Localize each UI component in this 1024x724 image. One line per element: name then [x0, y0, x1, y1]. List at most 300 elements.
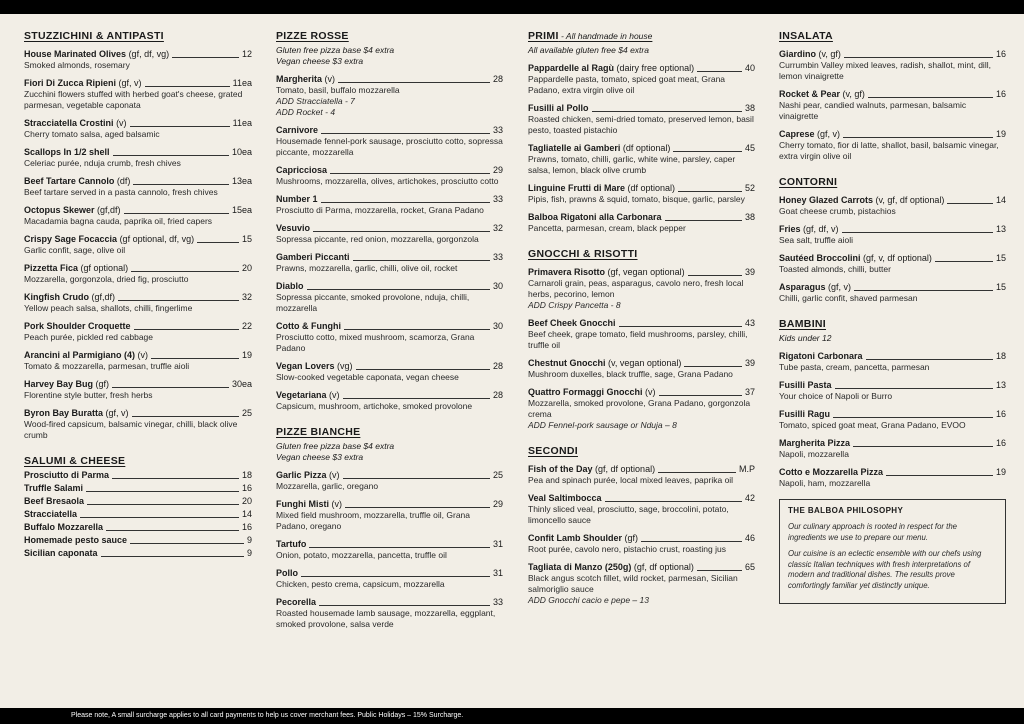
menu-item-price: 39 — [744, 267, 755, 277]
leader-line — [935, 261, 993, 262]
menu-item-name-group — [24, 548, 98, 559]
menu-item — [24, 408, 252, 441]
section-title — [528, 248, 755, 260]
menu-item-addon: ADD Gnocchi cacio e pepe – 13 — [528, 595, 649, 605]
menu-item-description: Goat cheese crumb, pistachios — [779, 206, 896, 216]
menu-item — [24, 548, 252, 559]
menu-item-description: Pipis, fish, prawns & squid, tomato, bisque, garlic, parsley — [528, 194, 745, 204]
menu-item — [24, 234, 252, 256]
menu-item-name-group — [24, 522, 103, 533]
menu-item-price: 28 — [492, 74, 503, 84]
leader-line — [659, 395, 742, 396]
philosophy-paragraph: Our culinary approach is rooted in respect for the ingredients we use to prepare our menu. — [788, 522, 958, 542]
menu-item-description: Tomato & mozzarella, parmesan, truffle aioli — [24, 361, 190, 371]
menu-item-name-group — [779, 438, 850, 449]
leader-line — [843, 137, 993, 138]
menu-item-name: Stracciatella Crostini — [24, 118, 114, 128]
menu-item-addon: ADD Crispy Pancetta - 8 — [528, 300, 621, 310]
menu-item-header — [779, 282, 1006, 293]
menu-item-name: Stracciatella — [24, 509, 78, 519]
dietary-tags: (gf,df) — [97, 205, 121, 215]
menu-item-price: 38 — [744, 103, 755, 113]
menu-item-name: Veal Saltimbocca — [528, 493, 602, 503]
menu-item-header — [779, 129, 1006, 140]
menu-item-name-group — [24, 205, 121, 216]
menu-item — [276, 223, 503, 245]
menu-item-name: Confit Lamb Shoulder — [528, 533, 622, 543]
menu-item-name: Fiori Di Zucca Ripieni — [24, 78, 117, 88]
menu-item-description: Pea and spinach purée, local mixed leaves, paprika oil — [528, 475, 734, 485]
menu-item — [276, 321, 503, 354]
menu-item-name: Tagliata di Manzo (250g) — [528, 562, 632, 572]
menu-item — [24, 496, 252, 507]
menu-item-name-group — [24, 321, 131, 332]
menu-item — [276, 252, 503, 274]
menu-item-name-group — [276, 539, 306, 550]
menu-item-header — [779, 467, 1006, 478]
menu-item — [528, 358, 755, 380]
section-title-text: PIZZE ROSSE — [276, 30, 349, 42]
menu-item-price: 52 — [744, 183, 755, 193]
leader-line — [345, 507, 490, 508]
menu-item — [779, 129, 1006, 162]
leader-line — [113, 155, 229, 156]
section-title-text: STUZZICHINI & ANTIPASTI — [24, 30, 164, 42]
menu-item-name-group — [779, 380, 832, 391]
leader-line — [688, 275, 742, 276]
menu-item-name: Beef Tartare Cannolo — [24, 176, 115, 186]
menu-item-name-group — [24, 147, 110, 158]
menu-item-name-group — [528, 267, 685, 278]
menu-item-description: Tube pasta, cream, pancetta, parmesan — [779, 362, 930, 372]
section-title — [528, 445, 755, 457]
menu-item-name: Byron Bay Buratta — [24, 408, 104, 418]
menu-item-name-group — [528, 493, 602, 504]
menu-item-description: Chicken, pesto crema, capsicum, mozzarella — [276, 579, 445, 589]
menu-item-header — [528, 533, 755, 544]
menu-item-name: Cotto e Mozzarella Pizza — [779, 467, 884, 477]
menu-item-price: M.P — [738, 464, 755, 474]
menu-item-header — [276, 281, 503, 292]
menu-item-price: 32 — [492, 223, 503, 233]
menu-item — [24, 483, 252, 494]
menu-item-name-group — [528, 358, 681, 369]
menu-item — [528, 267, 755, 311]
menu-item-price: 40 — [744, 63, 755, 73]
menu-column-3 — [528, 30, 755, 606]
menu-item-price: 31 — [492, 539, 503, 549]
leader-line — [697, 71, 742, 72]
leader-line — [112, 387, 229, 388]
menu-item-name: Cotto & Funghi — [276, 321, 341, 331]
menu-item-header — [276, 223, 503, 234]
menu-item-price: 20 — [241, 496, 252, 506]
leader-line — [133, 184, 229, 185]
menu-item-name-group — [276, 74, 335, 85]
menu-item-list — [779, 195, 1006, 304]
dietary-tags: (gf, v, df optional) — [863, 253, 932, 263]
menu-item-header — [24, 292, 252, 303]
menu-item-header — [24, 548, 252, 559]
leader-line — [172, 57, 239, 58]
leader-line — [842, 232, 993, 233]
leader-line — [106, 530, 239, 531]
menu-item-header — [276, 390, 503, 401]
menu-item-description: Prawns, mozzarella, garlic, chilli, olive oil, rocket — [276, 263, 458, 273]
menu-item-name-group — [276, 568, 298, 579]
dietary-tags: (df optional) — [627, 183, 676, 193]
menu-item-price: 33 — [492, 194, 503, 204]
menu-item-name-group — [779, 282, 851, 293]
menu-item-name: Tartufo — [276, 539, 307, 549]
section-title-text: GNOCCHI & RISOTTI — [528, 248, 638, 260]
menu-item-name-group — [276, 321, 341, 332]
menu-item-header — [24, 205, 252, 216]
menu-item-header — [276, 125, 503, 136]
menu-item-name-group — [528, 103, 589, 114]
menu-item-header — [24, 78, 252, 89]
menu-item — [24, 49, 252, 71]
section-spacer — [276, 412, 503, 426]
dietary-tags: (v, gf) — [842, 89, 865, 99]
leader-line — [130, 126, 230, 127]
menu-item-price: 29 — [492, 165, 503, 175]
leader-line — [134, 329, 239, 330]
menu-item-price: 39 — [744, 358, 755, 368]
leader-line — [678, 191, 742, 192]
menu-item-name-group — [276, 194, 318, 205]
dietary-tags: (v) — [329, 390, 340, 400]
menu-item-name: Funghi Misti — [276, 499, 329, 509]
menu-item — [528, 183, 755, 205]
leader-line — [697, 570, 742, 571]
menu-item-name: Fusilli Ragu — [779, 409, 831, 419]
leader-line — [132, 416, 239, 417]
leader-line — [145, 86, 230, 87]
menu-item-price: 22 — [241, 321, 252, 331]
menu-item — [24, 522, 252, 533]
menu-item-name-group — [528, 318, 616, 329]
leader-line — [854, 290, 993, 291]
menu-item-name-group — [779, 195, 944, 206]
menu-item-header — [24, 522, 252, 533]
menu-item-name: Gamberi Piccanti — [276, 252, 350, 262]
menu-item-name-group — [24, 509, 77, 520]
menu-item-name: Pork Shoulder Croquette — [24, 321, 131, 331]
menu-item-name: Pizzetta Fica — [24, 263, 79, 273]
menu-item-name: Garlic Pizza — [276, 470, 327, 480]
menu-item-name: Linguine Frutti di Mare — [528, 183, 625, 193]
menu-item-header — [24, 535, 252, 546]
menu-item-description: Wood-fired capsicum, balsamic vinegar, chilli, black olive crumb — [24, 419, 238, 440]
menu-item-name-group — [528, 212, 662, 223]
menu-item-name-group — [528, 562, 694, 573]
menu-item — [276, 361, 503, 383]
menu-item-name: Giardino — [779, 49, 817, 59]
menu-item-header — [276, 499, 503, 510]
menu-item-name-group — [24, 350, 148, 361]
section-spacer — [779, 304, 1006, 318]
leader-line — [356, 369, 490, 370]
menu-item-name: Primavera Risotto — [528, 267, 606, 277]
menu-item — [276, 125, 503, 158]
menu-item-name-group — [779, 224, 839, 235]
menu-item — [779, 351, 1006, 373]
menu-item-name-group — [24, 234, 194, 245]
menu-item-description: Beef tartare served in a pasta cannolo, fresh chives — [24, 187, 218, 197]
leader-line — [124, 213, 229, 214]
menu-item — [528, 387, 755, 431]
menu-item-name: Vesuvio — [276, 223, 311, 233]
menu-item-name: Scallops In 1/2 shell — [24, 147, 110, 157]
menu-item-description: Roasted chicken, semi-dried tomato, preserved lemon, basil pesto, toasted pistachio — [528, 114, 754, 135]
menu-item-name-group — [24, 78, 142, 89]
menu-item-description: Florentine style butter, fresh herbs — [24, 390, 153, 400]
menu-item — [276, 597, 503, 630]
leader-line — [344, 329, 490, 330]
menu-item-name-group — [779, 49, 841, 60]
menu-item-price: 13 — [995, 380, 1006, 390]
menu-item — [24, 147, 252, 169]
menu-item-header — [528, 562, 755, 573]
menu-item-description: Root purée, cavolo nero, pistachio crust, roasting jus — [528, 544, 726, 554]
menu-item — [24, 350, 252, 372]
menu-item-description: Capsicum, mushroom, artichoke, smoked provolone — [276, 401, 473, 411]
section-title-text: INSALATA — [779, 30, 833, 42]
menu-item-description: Smoked almonds, rosemary — [24, 60, 130, 70]
menu-item-name: Buffalo Mozzarella — [24, 522, 104, 532]
menu-item — [528, 493, 755, 526]
leader-line — [835, 388, 993, 389]
menu-item-price: 9 — [246, 535, 252, 545]
leader-line — [86, 491, 239, 492]
dietary-tags: (v) — [331, 499, 343, 509]
menu-item-header — [276, 597, 503, 608]
menu-item-addon: ADD Stracciatella - 7 — [276, 96, 355, 106]
dietary-tags: (df optional) — [622, 143, 671, 153]
menu-item-name: Caprese — [779, 129, 815, 139]
leader-line — [665, 220, 742, 221]
menu-item-description: Mushrooms, mozzarella, olives, artichokes, prosciutto cotto — [276, 176, 499, 186]
menu-item-price: 30ea — [231, 379, 252, 389]
menu-item — [276, 390, 503, 412]
menu-item-name: Fries — [779, 224, 801, 234]
menu-item-name: Pecorella — [276, 597, 317, 607]
leader-line — [319, 605, 490, 606]
menu-item-name: Fusilli al Pollo — [528, 103, 589, 113]
menu-item-description: Peach purée, pickled red cabbage — [24, 332, 154, 342]
menu-item — [276, 165, 503, 187]
leader-line — [658, 472, 736, 473]
menu-item-price: 16 — [995, 89, 1006, 99]
menu-item-description: Zucchini flowers stuffed with herbed goat's cheese, grated parmesan, vegetable caponata — [24, 89, 243, 110]
menu-item-description: Garlic confit, sage, olive oil — [24, 245, 126, 255]
menu-item — [528, 103, 755, 136]
menu-item-description: Napoli, mozzarella — [779, 449, 849, 459]
menu-item-description: Sea salt, truffle aioli — [779, 235, 854, 245]
leader-line — [197, 242, 239, 243]
menu-item — [24, 118, 252, 140]
dietary-tags: (v, vegan optional) — [608, 358, 682, 368]
menu-item-list — [779, 351, 1006, 489]
menu-item — [276, 74, 503, 118]
menu-item-header — [24, 496, 252, 507]
menu-item-header — [528, 318, 755, 329]
menu-item-price: 15 — [995, 253, 1006, 263]
menu-item-description: Yellow peach salsa, shallots, chilli, fingerlime — [24, 303, 193, 313]
menu-item — [24, 535, 252, 546]
menu-item-name-group — [779, 351, 863, 362]
section-title — [276, 426, 503, 438]
dietary-tags: (v) — [329, 470, 340, 480]
menu-item-name: Homemade pesto sauce — [24, 535, 128, 545]
leader-line — [866, 359, 993, 360]
menu-item-description: Currumbin Valley mixed leaves, radish, shallot, mint, dill, lemon vinaigrette — [779, 60, 991, 81]
menu-item-header — [528, 267, 755, 278]
dietary-tags: (v) — [137, 350, 149, 360]
leader-line — [80, 517, 239, 518]
section-title — [24, 30, 252, 42]
menu-item-price: 16 — [241, 483, 252, 493]
philosophy-box — [779, 499, 1006, 604]
menu-item — [24, 176, 252, 198]
menu-item-addon: ADD Fennel-pork sausage or Nduja – 8 — [528, 420, 677, 430]
menu-item-price: 15ea — [231, 205, 252, 215]
menu-item-description: Beef cheek, grape tomato, field mushrooms, parsley, chilli, truffle oil — [528, 329, 748, 350]
menu-item-header — [24, 147, 252, 158]
menu-item — [528, 212, 755, 234]
menu-item-name-group — [528, 183, 675, 194]
menu-item-header — [528, 358, 755, 369]
menu-item-addon: ADD Rocket - 4 — [276, 107, 336, 117]
menu-item-name-group — [779, 253, 932, 264]
menu-item-name-group — [24, 483, 83, 494]
menu-item-price: 33 — [492, 597, 503, 607]
menu-item-description: Thinly sliced veal, prosciutto, sage, broccolini, potato, limoncello sauce — [528, 504, 729, 525]
menu-item-name-group — [276, 597, 316, 608]
menu-column-1 — [24, 30, 252, 559]
section-note: Kids under 12 — [779, 333, 832, 343]
leader-line — [321, 133, 490, 134]
menu-item-name-group — [276, 361, 353, 372]
section-title — [276, 30, 503, 42]
menu-item-price: 14 — [241, 509, 252, 519]
leader-line — [684, 366, 742, 367]
menu-item-header — [276, 165, 503, 176]
menu-item-price: 16 — [995, 438, 1006, 448]
dietary-tags: (gf, v) — [105, 408, 129, 418]
menu-item-header — [24, 483, 252, 494]
dietary-tags: (gf, df optional) — [595, 464, 656, 474]
menu-item-price: 11ea — [232, 118, 252, 128]
menu-item — [779, 380, 1006, 402]
menu-item-header — [779, 253, 1006, 264]
leader-line — [101, 556, 244, 557]
menu-item-price: 9 — [246, 548, 252, 558]
section-note: Gluten free pizza base $4 extra — [276, 45, 395, 55]
leader-line — [112, 478, 239, 479]
menu-item — [779, 438, 1006, 460]
menu-item-header — [24, 49, 252, 60]
menu-item-description: Black angus scotch fillet, wild rocket, parmesan, Sicilian salmoriglio sauce — [528, 573, 738, 594]
section-title-text: SALUMI & CHEESE — [24, 455, 126, 467]
menu-item-price: 10ea — [231, 147, 252, 157]
menu-item-description: Slow-cooked vegetable caponata, vegan cheese — [276, 372, 459, 382]
menu-item-description: Mozzarella, garlic, oregano — [276, 481, 379, 491]
menu-item-list — [528, 63, 755, 234]
menu-item-name-group — [528, 63, 694, 74]
menu-item-name-group — [24, 292, 115, 303]
menu-item-name-group — [276, 165, 327, 176]
menu-item-name: Carnivore — [276, 125, 319, 135]
dietary-tags: (gf, df, v) — [803, 224, 839, 234]
menu-item-header — [24, 509, 252, 520]
menu-item-price: 15 — [241, 234, 252, 244]
menu-item-price: 19 — [995, 467, 1006, 477]
menu-item-name-group — [528, 533, 638, 544]
leader-line — [592, 111, 742, 112]
menu-item-description: Carnaroli grain, peas, asparagus, cavolo nero, fresh local herbs, pecorino, lemon — [528, 278, 744, 299]
leader-line — [301, 576, 490, 577]
dietary-tags: (gf, v) — [118, 78, 142, 88]
section-note: Vegan cheese $3 extra — [276, 452, 364, 462]
menu-item-name-group — [24, 535, 127, 546]
section-title-text: PRIMI — [528, 30, 559, 42]
menu-item-header — [779, 49, 1006, 60]
menu-item-name-group — [24, 176, 130, 187]
menu-item — [24, 379, 252, 401]
leader-line — [868, 97, 993, 98]
leader-line — [886, 475, 993, 476]
menu-item — [24, 321, 252, 343]
menu-item — [779, 282, 1006, 304]
menu-item-header — [24, 263, 252, 274]
menu-item-name-group — [528, 387, 656, 398]
leader-line — [151, 358, 239, 359]
menu-item-header — [528, 464, 755, 475]
dietary-tags: (v) — [324, 74, 336, 84]
menu-item-list — [276, 470, 503, 630]
menu-item-price: 33 — [492, 125, 503, 135]
menu-item-price: 18 — [995, 351, 1006, 361]
menu-item-price: 38 — [744, 212, 755, 222]
menu-item — [276, 539, 503, 561]
menu-item-list — [779, 49, 1006, 162]
menu-item-name: Chestnut Gnocchi — [528, 358, 606, 368]
menu-item-description: Nashi pear, candied walnuts, parmesan, balsamic vinaigrette — [779, 100, 967, 121]
menu-item-price: 19 — [241, 350, 252, 360]
menu-item-header — [528, 183, 755, 194]
menu-item-name: Crispy Sage Focaccia — [24, 234, 118, 244]
menu-item-price: 28 — [492, 361, 503, 371]
menu-item-name-group — [24, 470, 109, 481]
menu-item-name: Kingfish Crudo — [24, 292, 89, 302]
menu-item-description: Sopressa piccante, red onion, mozzarella, gorgonzola — [276, 234, 479, 244]
leader-line — [641, 541, 742, 542]
menu-item-description: Cherry tomato, fior di latte, shallot, basil, balsamic vinegar, extra virgin olive oil — [779, 140, 999, 161]
menu-item-name: Vegan Lovers — [276, 361, 335, 371]
menu-item-header — [779, 89, 1006, 100]
section-spacer — [779, 162, 1006, 176]
menu-item — [779, 49, 1006, 82]
menu-item-name-group — [528, 464, 655, 475]
menu-item-name-group — [779, 467, 883, 478]
menu-item-price: 25 — [492, 470, 503, 480]
menu-item-header — [24, 234, 252, 245]
leader-line — [343, 478, 490, 479]
dietary-tags: (gf, v) — [828, 282, 852, 292]
philosophy-title: THE BALBOA PHILOSOPHY — [788, 506, 904, 515]
